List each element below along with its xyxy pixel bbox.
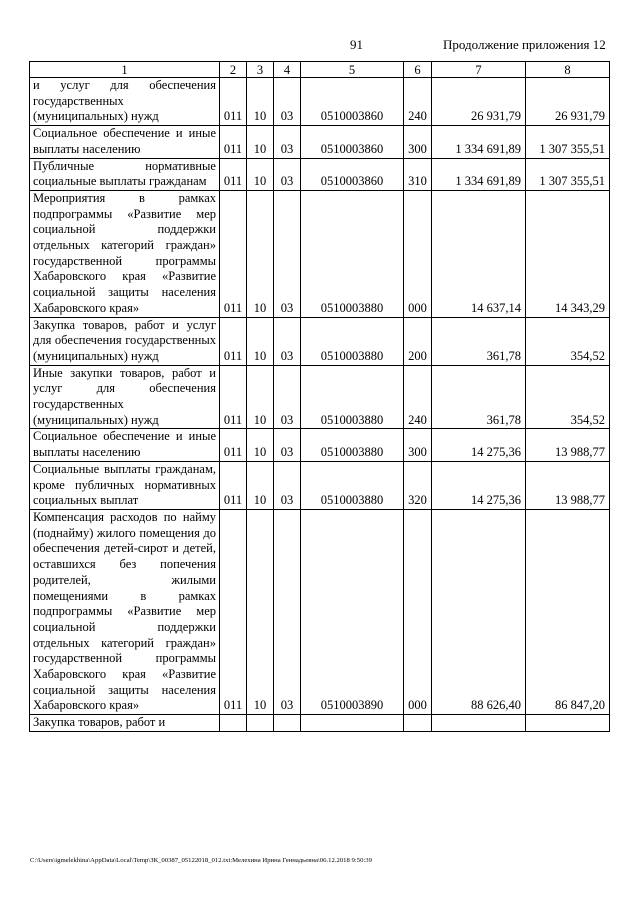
column-header: 6 — [404, 62, 432, 78]
column-header: 4 — [274, 62, 301, 78]
expense-type-cell: 240 — [404, 365, 432, 429]
amount-2019-cell: 1 334 691,89 — [432, 126, 526, 158]
column-header: 1 — [30, 62, 220, 78]
row-name-cell: Социальное обеспечение и иные выплаты населению — [30, 429, 220, 461]
expense-type-cell: 300 — [404, 429, 432, 461]
section-code-cell: 10 — [247, 190, 274, 317]
target-article-cell: 0510003880 — [301, 317, 404, 365]
budget-table — [29, 61, 610, 732]
column-header: 3 — [247, 62, 274, 78]
table-header-row — [30, 62, 610, 78]
row-name-cell: Публичные нормативные социальные выплаты гражданам — [30, 158, 220, 190]
table-row — [30, 365, 610, 429]
ministry-code-cell: 011 — [220, 317, 247, 365]
column-header: 7 — [432, 62, 526, 78]
expense-type-cell: 310 — [404, 158, 432, 190]
section-code-cell: 10 — [247, 158, 274, 190]
ministry-code-cell: 011 — [220, 190, 247, 317]
section-code-cell: 10 — [247, 365, 274, 429]
expense-type-cell: 200 — [404, 317, 432, 365]
page-number: 91 — [350, 37, 363, 52]
ministry-code-cell: 011 — [220, 158, 247, 190]
amount-2019-cell: 14 275,36 — [432, 429, 526, 461]
table-row — [30, 509, 610, 714]
section-code-cell — [247, 715, 274, 732]
target-article-cell: 0510003890 — [301, 509, 404, 714]
target-article-cell — [301, 715, 404, 732]
amount-2020-cell: 354,52 — [526, 317, 610, 365]
subsection-code-cell: 03 — [274, 509, 301, 714]
amount-2019-cell: 1 334 691,89 — [432, 158, 526, 190]
amount-2019-cell: 88 626,40 — [432, 509, 526, 714]
section-code-cell: 10 — [247, 78, 274, 126]
amount-2020-cell: 354,52 — [526, 365, 610, 429]
continuation-label: Продолжение приложения 12 — [443, 37, 606, 52]
column-header: 8 — [526, 62, 610, 78]
ministry-code-cell: 011 — [220, 78, 247, 126]
table-row — [30, 317, 610, 365]
row-name-cell: Социальное обеспечение и иные выплаты населению — [30, 126, 220, 158]
amount-2020-cell — [526, 715, 610, 732]
subsection-code-cell: 03 — [274, 126, 301, 158]
column-header: 2 — [220, 62, 247, 78]
subsection-code-cell: 03 — [274, 158, 301, 190]
target-article-cell: 0510003860 — [301, 158, 404, 190]
ministry-code-cell — [220, 715, 247, 732]
row-name-cell: Закупка товаров, работ и услуг для обеспечения государственных (муниципальных) нужд — [30, 317, 220, 365]
amount-2020-cell: 86 847,20 — [526, 509, 610, 714]
target-article-cell: 0510003860 — [301, 78, 404, 126]
amount-2020-cell: 14 343,29 — [526, 190, 610, 317]
section-code-cell: 10 — [247, 317, 274, 365]
table-row — [30, 78, 610, 126]
table-row — [30, 126, 610, 158]
table-row — [30, 461, 610, 509]
ministry-code-cell: 011 — [220, 126, 247, 158]
row-name-cell: и услуг для обеспечения государственных (муниципальных) нужд — [30, 78, 220, 126]
section-code-cell: 10 — [247, 461, 274, 509]
section-code-cell: 10 — [247, 126, 274, 158]
subsection-code-cell: 03 — [274, 190, 301, 317]
file-path-footer: C:\Users\igmelekhina\AppData\Local\Temp\ЗК_00387_05122018_012.txt:Мелехина Ирина Геннадьевна\06.12.2018 9:50:39 — [30, 857, 372, 864]
subsection-code-cell: 03 — [274, 78, 301, 126]
amount-2019-cell: 361,78 — [432, 317, 526, 365]
table-row — [30, 715, 610, 732]
amount-2020-cell: 1 307 355,51 — [526, 158, 610, 190]
amount-2020-cell: 13 988,77 — [526, 461, 610, 509]
amount-2020-cell: 1 307 355,51 — [526, 126, 610, 158]
subsection-code-cell: 03 — [274, 461, 301, 509]
column-header: 5 — [301, 62, 404, 78]
expense-type-cell: 300 — [404, 126, 432, 158]
expense-type-cell: 000 — [404, 190, 432, 317]
expense-type-cell — [404, 715, 432, 732]
table-row — [30, 190, 610, 317]
ministry-code-cell: 011 — [220, 509, 247, 714]
target-article-cell: 0510003880 — [301, 461, 404, 509]
row-name-cell: Закупка товаров, работ и — [30, 715, 220, 732]
table-row — [30, 158, 610, 190]
row-name-cell: Социальные выплаты гражданам, кроме публичных нормативных социальных выплат — [30, 461, 220, 509]
expense-type-cell: 000 — [404, 509, 432, 714]
target-article-cell: 0510003880 — [301, 429, 404, 461]
row-name-cell: Компенсация расходов по найму (поднайму) жилого помещения до обеспечения детей-сирот и детей, оставшихся без попечения родителей, жилыми помещениями в рамках подпрограммы «Развитие мер социальной поддержки отдельных категорий граждан» государственной программы Хабаровского края «Развитие социальной защиты населения Хабаровского края» — [30, 509, 220, 714]
section-code-cell: 10 — [247, 509, 274, 714]
amount-2019-cell: 14 637,14 — [432, 190, 526, 317]
subsection-code-cell: 03 — [274, 365, 301, 429]
amount-2020-cell: 26 931,79 — [526, 78, 610, 126]
expense-type-cell: 240 — [404, 78, 432, 126]
row-name-cell: Иные закупки товаров, работ и услуг для обеспечения государственных (муниципальных) нужд — [30, 365, 220, 429]
subsection-code-cell: 03 — [274, 317, 301, 365]
ministry-code-cell: 011 — [220, 429, 247, 461]
amount-2019-cell: 14 275,36 — [432, 461, 526, 509]
subsection-code-cell: 03 — [274, 429, 301, 461]
target-article-cell: 0510003880 — [301, 190, 404, 317]
target-article-cell: 0510003880 — [301, 365, 404, 429]
expense-type-cell: 320 — [404, 461, 432, 509]
target-article-cell: 0510003860 — [301, 126, 404, 158]
amount-2019-cell: 26 931,79 — [432, 78, 526, 126]
amount-2020-cell: 13 988,77 — [526, 429, 610, 461]
ministry-code-cell: 011 — [220, 365, 247, 429]
section-code-cell: 10 — [247, 429, 274, 461]
row-name-cell: Мероприятия в рамках подпрограммы «Развитие мер социальной поддержки отдельных категорий граждан» государственной программы Хабаровского края «Развитие социальной защиты населения Хабаровского края» — [30, 190, 220, 317]
ministry-code-cell: 011 — [220, 461, 247, 509]
amount-2019-cell — [432, 715, 526, 732]
subsection-code-cell — [274, 715, 301, 732]
table-row — [30, 429, 610, 461]
amount-2019-cell: 361,78 — [432, 365, 526, 429]
